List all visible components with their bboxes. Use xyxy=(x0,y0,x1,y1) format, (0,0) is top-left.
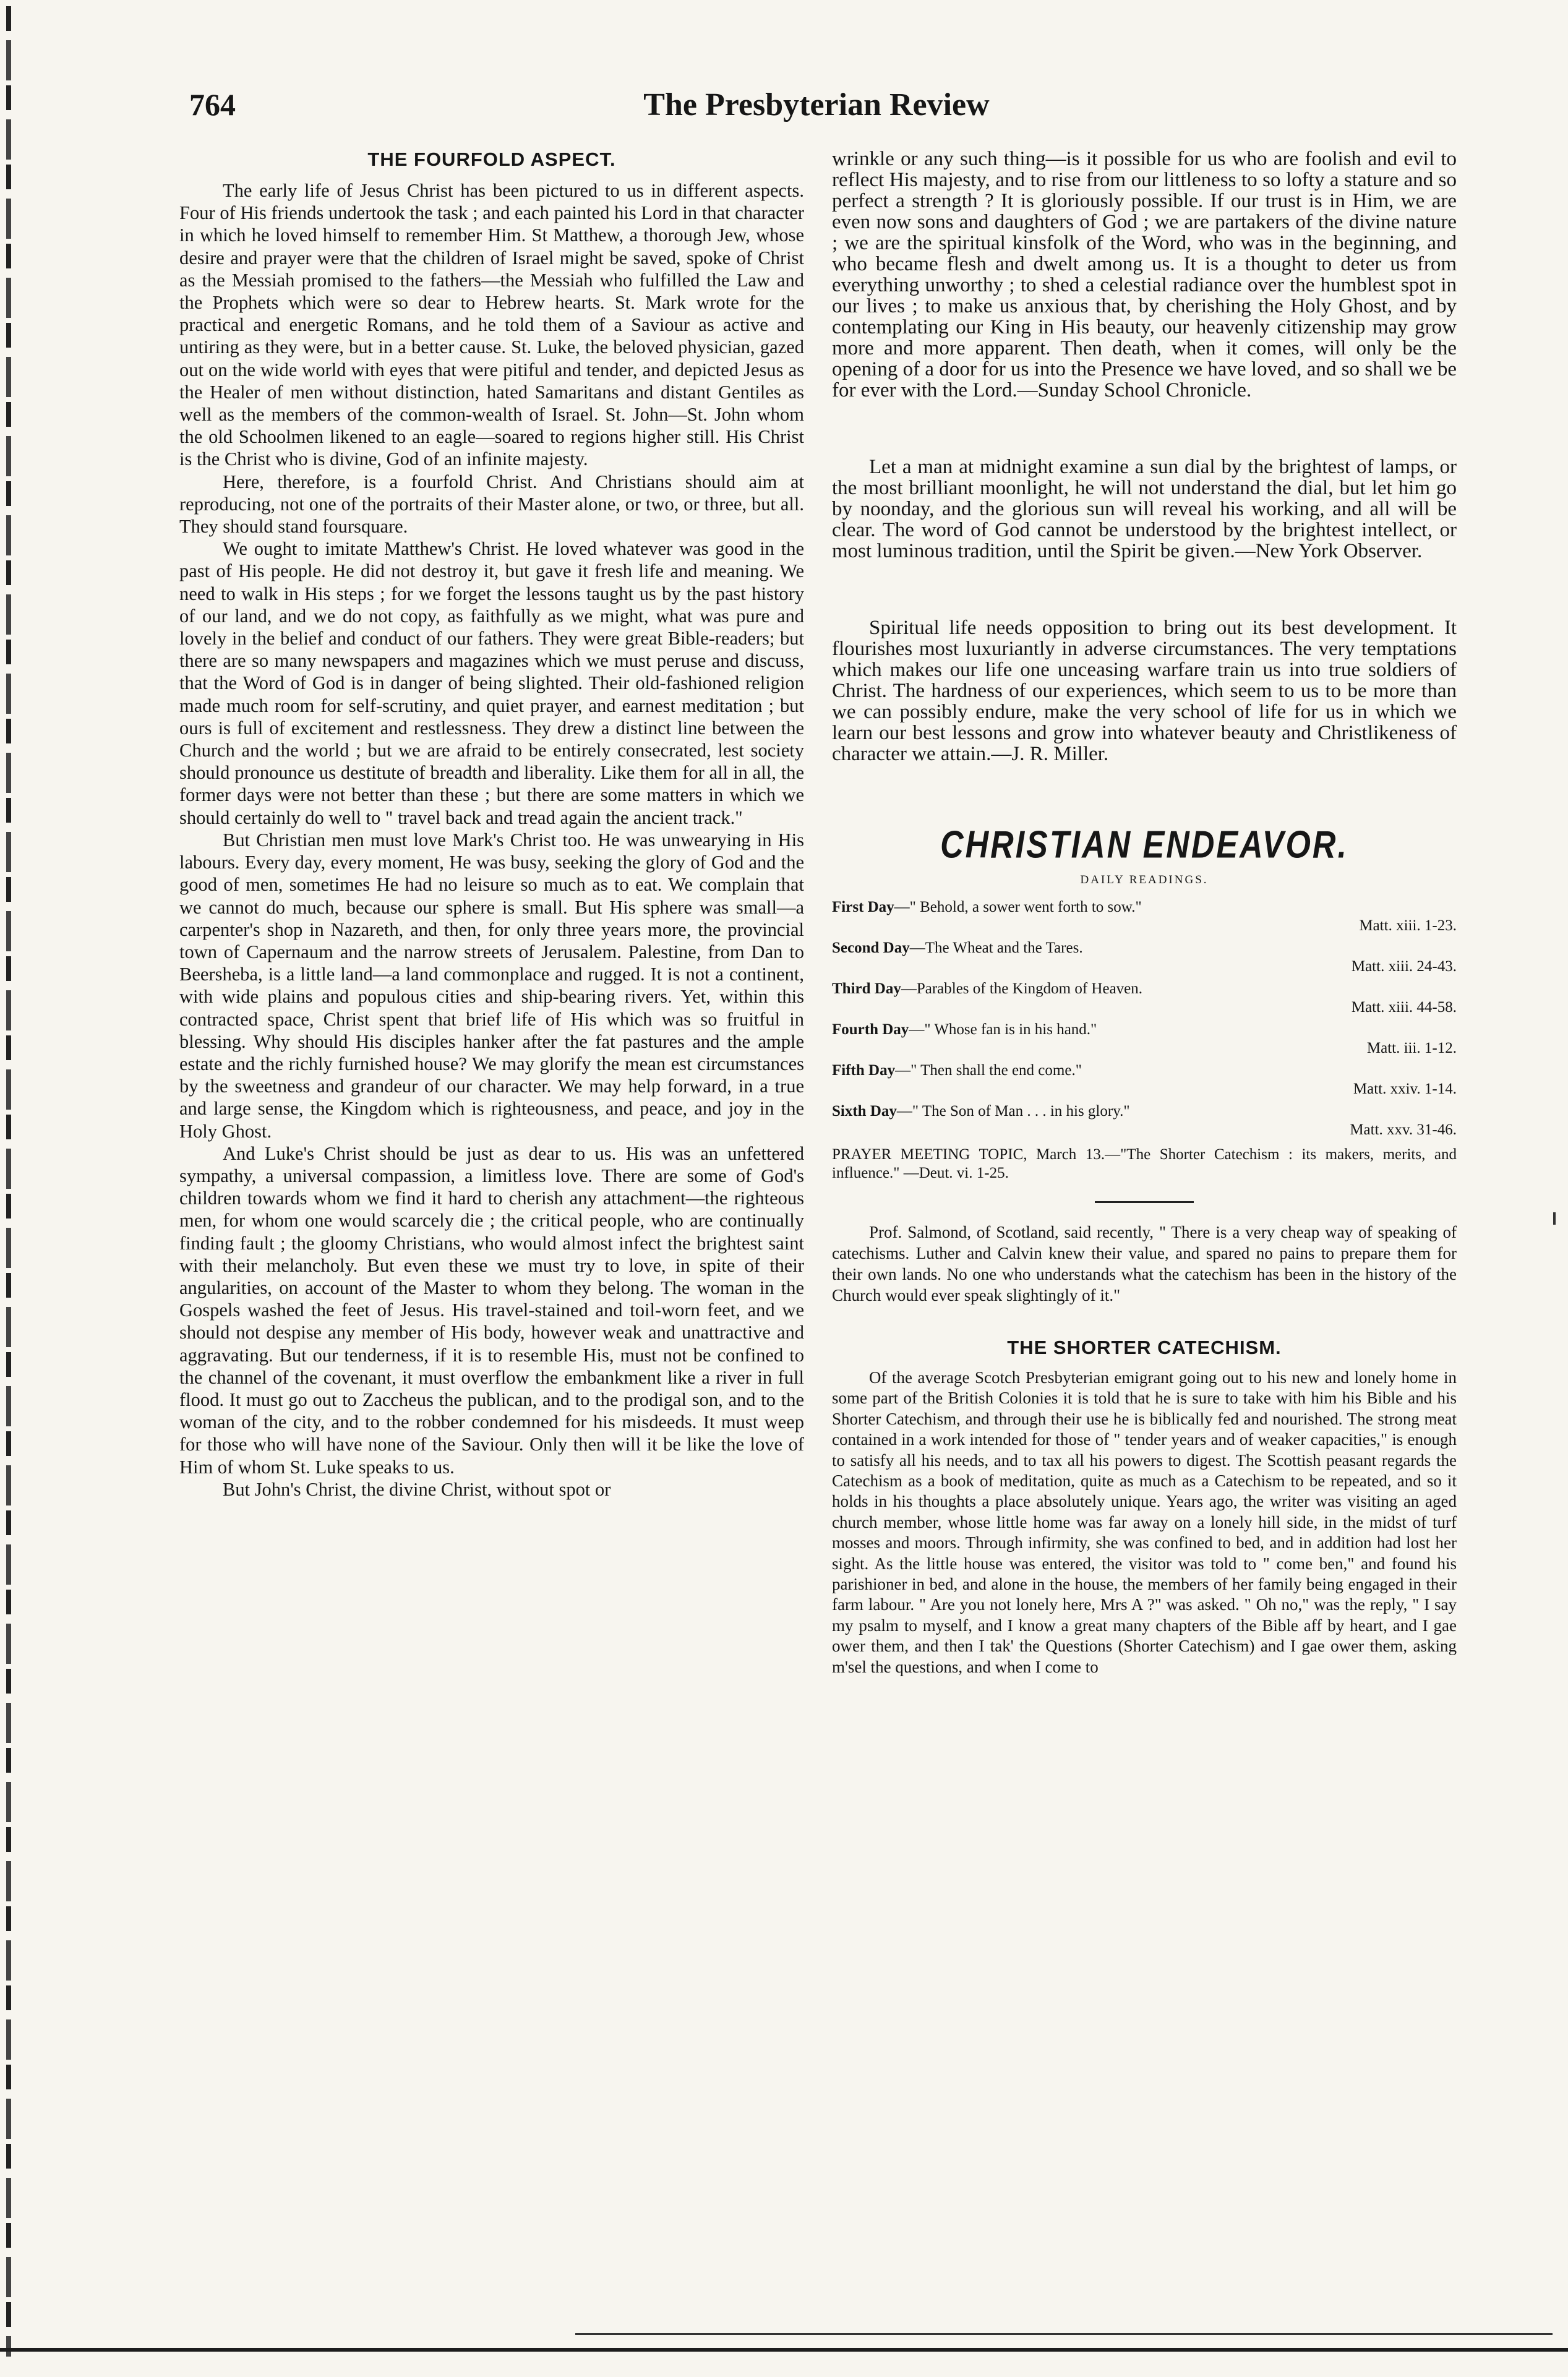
paragraph: Here, therefore, is a fourfold Christ. And Christians should aim at reproducing, not one of the portraits of their Master alone, or two, or three, but all. They should stand foursquare. xyxy=(179,471,804,538)
readings-list xyxy=(832,898,1457,1139)
reading-item: Fourth Day—" Whose fan is in his hand." Matt. iii. 1-12. xyxy=(832,1021,1457,1056)
divider xyxy=(1095,1201,1194,1203)
prayer-meeting-topic: PRAYER MEETING TOPIC, March 13.—"The Shorter Catechism : its makers, merits, and influence." —Deut. vi. 1-25. xyxy=(832,1146,1457,1181)
running-head: The Presbyterian Review xyxy=(643,87,990,122)
page-bottom-edge xyxy=(0,2348,1568,2352)
opposition-paragraph: Spiritual life needs opposition to bring out its best development. It flourishes most luxuriantly in adverse circumstances. The very temptations which makes our life one unceasing warfare train us into true soldiers of Christ. The hardness of our experiences, which seem to us to be more than we can possibly endure, make the very school of life for us in which we learn our best lessons and grow into whatever beauty and Christlikeness of character we attain.—J. R. Miller. xyxy=(832,617,1457,765)
catechism-paragraph: Of the average Scotch Presbyterian emigrant going out to his new and lonely home in some part of the British Colonies it is told that he is sure to take with him his Bible and his Shorter Catechism, and through their use he is biblically fed and nourished. The strong meat contained in a work intended for those of " tender years and of weaker capacities," is enough to satisfy all his needs, and to tax all his powers to digest. The Scottish peasant regards the Catechism as a book of meditation, quite as much as a Catechism to be repeated, and so it holds in his thoughts a place absolutely unique. Years ago, the writer was visiting an aged church member, whose little home was far away on a lonely hill side, in the midst of turf mosses and moors. Through infirmity, she was confined to bed, and in addition had lost her sight. As the little house was entered, the visitor was told to " come ben," and found his parishioner in bed, and alone in the house, the members of her family being engaged in their farm labour. " Are you not lonely here, Mrs A ?" was asked. " Oh no," was the reply, " I say my psalm to myself, and I know a great many chapters of the Bible aff by heart, and I gae ower them, and then I tak' the Questions (Shorter Catechism) and I gae ower them, asking m'sel the questions, and when I come to xyxy=(832,1368,1457,1676)
right-column xyxy=(832,148,1457,1677)
paragraph: The early life of Jesus Christ has been pictured to us in different aspects. Four of His friends undertook the task ; and each painted his Lord in that character in which he loved himself to remember Him. St Matthew, a thorough Jew, whose desire and prayer were that the children of Israel might be saved, spoke of Christ as the Messiah promised to the fathers—the Messiah who fulfilled the Law and the Prophets which were so dear to Hebrew hearts. St. Mark wrote for the practical and energetic Romans, and he told them of a Saviour as active and untiring as they were, but in a better cause. St. Luke, the beloved physician, gazed out on the wide world with eyes that were pitiful and tender, and depicted Jesus as the Healer of men without distinction, hated Samaritans and distant Gentiles as well as the members of the common-wealth of Israel. St. John—St. John whom the old Schoolmen likened to an eagle—soared to regions higher still. His Christ is the Christ who is divine, God of an infinite majesty. xyxy=(179,180,804,470)
sundial-paragraph: Let a man at midnight examine a sun dial by the brightest of lamps, or the most brilliant moonlight, he will not understand the dial, but let him go by noonday, and the glorious sun will reveal his working, and all will be clear. The word of God cannot be understood by the brightest intellect, or most luminous tradition, until the Spirit be given.—New York Observer. xyxy=(832,456,1457,562)
continuation-paragraph: wrinkle or any such thing—is it possible for us who are foolish and evil to reflect His majesty, and to rise from our littleness to so lofty a stature and so perfect a strength ? It is gloriously possible. If our trust is in Him, we are even now sons and daughters of God ; we are partakers of the divine nature ; we are the spiritual kinsfolk of the Word, who was in the beginning, and who became flesh and dwelt among us. It is a thought to deter us from everything unworthy ; to shed a celestial radiance over the humblest spot in our lives ; to make us anxious that, by cherishing the Holy Ghost, and by contemplating our King in His beauty, our heavenly citizenship may grow more and more apparent. Then death, when it comes, will only be the opening of a door for us into the Presence we have loved, and so shall we be for ever with the Lord.—Sunday School Chronicle. xyxy=(832,148,1457,401)
endeavor-heading: CHRISTIAN ENDEAVOR. xyxy=(940,823,1348,867)
reading-item: Second Day—The Wheat and the Tares. Matt. xiii. 24-43. xyxy=(832,940,1457,975)
paragraph: But John's Christ, the divine Christ, without spot or xyxy=(223,1478,611,1500)
salmond-paragraph: Prof. Salmond, of Scotland, said recently, " There is a very cheap way of speaking of catechisms. Luther and Calvin knew their value, and spared no pains to prepare them for their own lands. No one who understands what the catechism has been in the history of the Church would ever speak slightingly of it." xyxy=(832,1223,1457,1304)
catechism-heading: THE SHORTER CATECHISM. xyxy=(1007,1337,1282,1358)
article-heading: THE FOURFOLD ASPECT. xyxy=(367,148,616,170)
reading-item: Fifth Day—" Then shall the end come." Matt. xxiv. 1-14. xyxy=(832,1062,1457,1097)
paragraph: We ought to imitate Matthew's Christ. He loved whatever was good in the past of His people. He did not destroy it, but gave it fresh life and meaning. We need to walk in His steps ; for we forget the lessons taught us by the past history of our land, and we do not copy, as faithfully as we might, what was pure and lovely in the belief and conduct of our fathers. They were great Bible-readers; but there are so many newspapers and magazines which we must peruse and discuss, that the Word of God is in danger of being slighted. Their old-fashioned religion made much room for self-scrutiny, and quiet prayer, and earnest meditation ; but ours is full of excitement and restlessness. They drew a distinct line between the Church and the world ; but we are afraid to be entirely consecrated, lest society should pronounce us destitute of breadth and liberality. Like them for all in all, the former days were not better than these ; but there are some matters in which we should certainly do well to " travel back and tread again the ancient track." xyxy=(179,538,804,828)
left-column xyxy=(179,148,804,1501)
reading-item: First Day—" Behold, a sower went forth to sow." Matt. xiii. 1-23. xyxy=(832,899,1457,934)
paragraph: And Luke's Christ should be just as dear to us. His was an unfettered sympathy, a universal compassion, a limitless love. There are some of God's children towards whom we find it hard to cherish any attachment—the righteous men, for whom one would scarcely die ; the critical people, who are continually finding fault ; the gloomy Christians, who would almost infect the brightest saint with their melancholy. But even these we must try to love, in spite of their angularities, on account of the Master to whom they belong. The woman in the Gospels washed the feet of Jesus. His travel-stained and toil-worn feet, and we should not despise any member of His body, however weak and unattractive and aggravating. But our tenderness, if it is to resemble His, must not be confined to the channel of the covenant, it must overflow the embankment like a river in full flood. It must go out to Zaccheus the publican, and to the prodigal son, and to the woman of the city, and to the robber condemned for his misdeeds. It must weep for those who will have none of the Saviour. Only then will it be like the love of Him of whom St. Luke speaks to us. xyxy=(179,1142,804,1478)
daily-readings-label: DAILY READINGS. xyxy=(1080,873,1209,886)
bottom-rule xyxy=(575,2333,1553,2335)
binding-edge xyxy=(6,6,11,2357)
page-number: 764 xyxy=(189,87,236,122)
margin-mark xyxy=(1553,1212,1556,1225)
paragraph: But Christian men must love Mark's Christ too. He was unwearying in His labours. Every day, every moment, He was busy, seeking the glory of God and the good of men, sometimes He had no leisure so much as to eat. We complain that we cannot do much, because our sphere is small. But His sphere was small—a carpenter's shop in Nazareth, and then, for only three years more, the provincial town of Capernaum and the narrow streets of Jerusalem. Palestine, from Dan to Beersheba, is a little land—a land commonplace and rugged. It is not a continent, with wide plains and populous cities and ship-bearing rivers. Yet, within this contracted space, Christ spent that brief life of His which was so fruitful in blessing. Why should His disciples hanker after the fat pastures and the ample estate and the richly furnished house? We may glorify the mean est circumstances by the sweetness and grandeur of our character. We may help forward, in a true and large sense, the Kingdom which is righteousness, and peace, and joy in the Holy Ghost. xyxy=(179,829,804,1142)
reading-item: Third Day—Parables of the Kingdom of Heaven. Matt. xiii. 44-58. xyxy=(832,980,1457,1016)
reading-item: Sixth Day—" The Son of Man . . . in his glory." Matt. xxv. 31-46. xyxy=(832,1103,1457,1138)
